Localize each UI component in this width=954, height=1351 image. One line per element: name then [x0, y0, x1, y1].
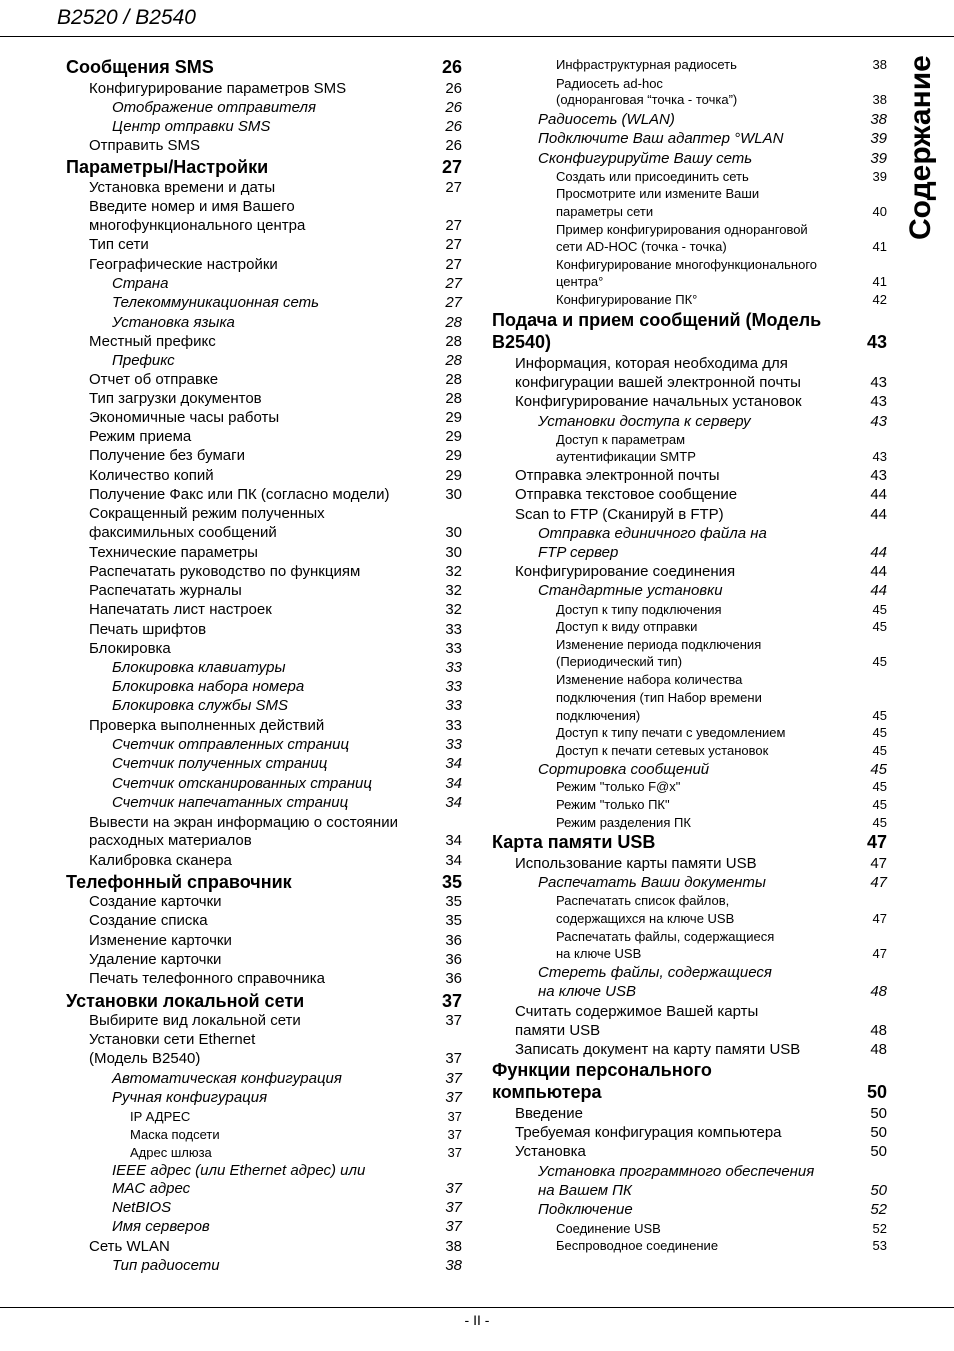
toc-entry-title: Блокировка службы SMS [112, 697, 289, 714]
toc-entry-title: Адрес шлюза [130, 1145, 212, 1160]
toc-entry-title: Введите номер и имя Вашего [89, 198, 295, 215]
toc-entry-page: 34 [445, 832, 462, 849]
toc-entry-page: 38 [445, 1257, 462, 1274]
toc-entry-title: Получение Факс или ПК (согласно модели) [89, 486, 390, 503]
toc-entry-page: 27 [441, 157, 462, 177]
toc-entry-page: 33 [445, 659, 462, 676]
toc-entry-page: 45 [872, 797, 887, 812]
toc-entry-page: 44 [870, 486, 887, 503]
toc-entry-title: NetBIOS [112, 1199, 172, 1216]
toc-entry-page: 29 [445, 428, 462, 445]
toc-entry-title: Режим "только ПК" [556, 797, 670, 812]
toc-entry-title: Карта памяти USB [492, 832, 656, 852]
toc-entry-page: 37 [447, 1145, 462, 1160]
toc-entry-title: Блокировка набора номера [112, 678, 305, 695]
toc-entry-title: расходных материалов [89, 832, 252, 849]
toc-entry-page: 27 [445, 236, 462, 253]
toc-entry-title: Имя серверов [112, 1218, 210, 1235]
toc-entry-page: 44 [870, 544, 887, 561]
toc-entry-title: Печать телефонного справочника [89, 970, 326, 987]
toc-entry-title: Распечатать файлы, содержащиеся [556, 929, 775, 944]
toc-entry-title: Радиосеть ad-hoc [556, 76, 663, 91]
toc-entry-page: 43 [866, 332, 887, 352]
toc-entry-title: Вывести на экран информацию о состоянии [89, 814, 398, 831]
toc-entry-page: 37 [445, 1012, 462, 1029]
toc-entry-page: 33 [445, 697, 462, 714]
toc-entry-title: Информация, которая необходима для [515, 355, 788, 372]
toc-entry-title: Установки доступа к серверу [538, 413, 751, 430]
toc-entry-page: 38 [872, 92, 887, 107]
toc-entry-page: 27 [445, 275, 462, 292]
toc-entry-page: 38 [870, 111, 887, 128]
toc-entry-title: Печать шрифтов [89, 621, 207, 638]
toc-entry-page: 47 [870, 855, 887, 872]
toc-entry-page: 45 [872, 602, 887, 617]
toc-entry-title: Отправить SMS [89, 137, 201, 154]
toc-entry-title: подключения (тип Набор времени [556, 690, 762, 705]
toc-entry-title: центра° [556, 274, 604, 289]
toc-entry-page: 33 [445, 678, 462, 695]
toc-entry-title: Доступ к параметрам [556, 432, 686, 447]
toc-entry-title: Изменение набора количества [556, 672, 743, 687]
toc-entry-title: (Модель B2540) [89, 1050, 201, 1067]
toc-entry-page: 50 [870, 1124, 887, 1141]
toc-entry-title: Распечатать руководство по функциям [89, 563, 361, 580]
toc-entry-page: 34 [445, 755, 462, 772]
toc-entry-page: 48 [870, 1041, 887, 1058]
toc-entry-title: (Периодический тип) [556, 654, 683, 669]
toc-entry-page: 41 [872, 274, 887, 289]
toc-entry-page: 45 [872, 743, 887, 758]
toc-entry-title: Отправка электронной почты [515, 467, 720, 484]
toc-entry-title: Счетчик отсканированных страниц [112, 775, 372, 792]
toc-entry-page: 30 [445, 486, 462, 503]
toc-entry-page: 41 [872, 239, 887, 254]
toc-entry-page: 40 [872, 204, 887, 219]
toc-entry-title: Сокращенный режим полученных [89, 505, 325, 522]
toc-entry-page: 37 [445, 1218, 462, 1235]
toc-entry-title: Тип сети [89, 236, 149, 253]
toc-entry-title: Страна [112, 275, 169, 292]
toc-entry-title: конфигурации вашей электронной почты [515, 374, 801, 391]
toc-entry-title: Установка [515, 1143, 586, 1160]
toc-entry-page: 33 [445, 640, 462, 657]
toc-entry-title: сети AD-HOC (точка - точка) [556, 239, 727, 254]
toc-entry-page: 29 [445, 409, 462, 426]
toc-entry-page: 37 [445, 1180, 462, 1197]
toc-entry-title: Стереть файлы, содержащиеся [538, 964, 772, 981]
toc-entry-title: Введение [515, 1105, 583, 1122]
toc-entry-page: 37 [447, 1127, 462, 1142]
toc-entry-title: на ключе USB [556, 946, 642, 961]
toc-entry-title: параметры сети [556, 204, 654, 219]
toc-entry-title: B2540) [492, 332, 552, 352]
toc-entry-page: 39 [870, 150, 887, 167]
toc-entry-title: компьютера [492, 1082, 602, 1102]
toc-entry-title: Распечатать журналы [89, 582, 242, 599]
toc-entry-title: Режим "только F@x" [556, 779, 681, 794]
toc-entry-page: 27 [445, 256, 462, 273]
toc-entry-page: 38 [872, 57, 887, 72]
toc-entry-title: Считать содержимое Вашей карты [515, 1003, 759, 1020]
toc-entry-page: 48 [870, 1022, 887, 1039]
section-tab-label: Содержание [904, 55, 937, 240]
toc-entry-title: Требуемая конфигурация компьютера [515, 1124, 782, 1141]
toc-entry-page: 45 [872, 779, 887, 794]
toc-entry-page: 35 [445, 893, 462, 910]
toc-entry-page: 50 [870, 1105, 887, 1122]
toc-entry-title: аутентификации SMTP [556, 449, 696, 464]
toc-entry-page: 44 [870, 563, 887, 580]
toc-entry-page: 47 [870, 874, 887, 891]
toc-entry-page: 43 [870, 413, 887, 430]
toc-entry-title: Получение без бумаги [89, 447, 245, 464]
toc-entry-title: подключения) [556, 708, 641, 723]
toc-entry-page: 26 [445, 137, 462, 154]
toc-entry-page: 45 [872, 708, 887, 723]
toc-entry-page: 34 [445, 852, 462, 869]
document-header-title: B2520 / B2540 [57, 6, 196, 29]
toc-entry-page: 43 [870, 374, 887, 391]
toc-entry-page: 50 [870, 1182, 887, 1199]
toc-entry-title: Сортировка сообщений [538, 761, 710, 778]
toc-entry-page: 26 [441, 57, 462, 77]
page-number: - II - [464, 1312, 490, 1328]
toc-entry-title: Удаление карточки [89, 951, 222, 968]
toc-entry-title: Отчет об отправке [89, 371, 219, 388]
toc-entry-title: Экономичные часы работы [89, 409, 280, 426]
toc-entry-title: Радиосеть (WLAN) [538, 111, 675, 128]
toc-entry-title: Подключите Ваш адаптер °WLAN [538, 130, 784, 147]
toc-entry-title: Напечатать лист настроек [89, 601, 272, 618]
toc-entry-page: 43 [870, 467, 887, 484]
toc-entry-title: Конфигурирование ПК° [556, 292, 698, 307]
header-divider [0, 36, 954, 37]
toc-entry-page: 30 [445, 524, 462, 541]
toc-entry-title: Сообщения SMS [66, 57, 214, 77]
toc-entry-title: IEEE адрес (или Ethernet адрес) или [112, 1162, 366, 1179]
toc-entry-page: 39 [872, 169, 887, 184]
toc-entry-page: 44 [870, 582, 887, 599]
toc-entry-page: 28 [445, 333, 462, 350]
toc-entry-title: Режим приема [89, 428, 192, 445]
toc-entry-title: Подача и прием сообщений (Модель [492, 310, 822, 330]
toc-entry-title: на ключе USB [538, 983, 637, 1000]
toc-entry-title: Местный префикс [89, 333, 216, 350]
toc-entry-title: Сконфигурируйте Вашу сеть [538, 150, 753, 167]
toc-entry-page: 32 [445, 582, 462, 599]
toc-entry-title: Конфигурирование соединения [515, 563, 736, 580]
toc-entry-title: Отправка текстовое сообщение [515, 486, 738, 503]
toc-entry-title: Беспроводное соединение [556, 1238, 719, 1253]
toc-entry-title: Счетчик напечатанных страниц [112, 794, 349, 811]
toc-entry-page: 33 [445, 736, 462, 753]
toc-entry-title: памяти USB [515, 1022, 601, 1039]
toc-entry-title: Создать или присоединить сеть [556, 169, 749, 184]
toc-entry-page: 48 [870, 983, 887, 1000]
toc-entry-page: 36 [445, 951, 462, 968]
toc-entry-page: 30 [445, 544, 462, 561]
toc-entry-title: Установка языка [112, 314, 235, 331]
toc-entry-title: Изменение периода подключения [556, 637, 762, 652]
toc-entry-title: Географические настройки [89, 256, 278, 273]
toc-entry-title: Тип загрузки документов [89, 390, 262, 407]
toc-entry-page: 45 [870, 761, 887, 778]
toc-entry-page: 50 [866, 1082, 887, 1102]
toc-entry-title: Распечатать список файлов, [556, 893, 730, 908]
toc-entry-page: 33 [445, 621, 462, 638]
toc-entry-title: Конфигурирование начальных установок [515, 393, 802, 410]
toc-entry-page: 26 [445, 80, 462, 97]
toc-entry-title: Телефонный справочник [66, 872, 292, 892]
toc-entry-page: 39 [870, 130, 887, 147]
toc-entry-title: Отображение отправителя [112, 99, 316, 116]
toc-entry-page: 28 [445, 390, 462, 407]
toc-entry-title: Конфигурирование параметров SMS [89, 80, 347, 97]
toc-entry-title: Количество копий [89, 467, 214, 484]
toc-entry-page: 32 [445, 601, 462, 618]
toc-entry-title: MAC адрес [112, 1180, 191, 1197]
toc-entry-title: Стандартные установки [538, 582, 723, 599]
toc-entry-page: 42 [872, 292, 887, 307]
toc-entry-title: Ручная конфигурация [112, 1089, 268, 1106]
toc-entry-page: 32 [445, 563, 462, 580]
toc-entry-title: Распечатать Ваши документы [538, 874, 766, 891]
toc-entry-page: 52 [872, 1221, 887, 1236]
toc-entry-page: 37 [441, 991, 462, 1011]
toc-entry-page: 35 [445, 912, 462, 929]
toc-entry-title: Параметры/Настройки [66, 157, 269, 177]
toc-entry-page: 37 [445, 1089, 462, 1106]
toc-entry-title: (одноранговая “точка - точка”) [556, 92, 738, 107]
toc-entry-page: 45 [872, 815, 887, 830]
toc-entry-title: Установка времени и даты [89, 179, 276, 196]
toc-entry-page: 52 [870, 1201, 887, 1218]
toc-entry-title: Scan to FTP (Сканируй в FTP) [515, 506, 724, 523]
toc-entry-title: Пример конфигурирования одноранговой [556, 222, 808, 237]
toc-entry-page: 53 [872, 1238, 887, 1253]
toc-entry-title: Соединение USB [556, 1221, 661, 1236]
toc-entry-page: 36 [445, 970, 462, 987]
toc-entry-title: Блокировка клавиатуры [112, 659, 286, 676]
toc-entry-title: Калибровка сканера [89, 852, 232, 869]
toc-entry-page: 38 [445, 1238, 462, 1255]
toc-entry-page: 36 [445, 932, 462, 949]
toc-entry-title: Проверка выполненных действий [89, 717, 325, 734]
toc-entry-title: Счетчик отправленных страниц [112, 736, 350, 753]
toc-entry-title: Префикс [112, 352, 175, 369]
toc-entry-page: 37 [445, 1050, 462, 1067]
toc-entry-page: 50 [870, 1143, 887, 1160]
toc-entry-title: IP АДРЕС [130, 1109, 191, 1124]
toc-entry-page: 27 [445, 294, 462, 311]
toc-entry-page: 27 [445, 217, 462, 234]
toc-entry-title: Функции персонального [492, 1060, 712, 1080]
toc-entry-page: 45 [872, 619, 887, 634]
toc-entry-page: 34 [445, 775, 462, 792]
toc-entry-title: FTP сервер [538, 544, 619, 561]
toc-entry-title: Счетчик полученных страниц [112, 755, 328, 772]
toc-entry-title: Просмотрите или измените Ваши [556, 186, 760, 201]
toc-entry-title: Конфигурирование многофункционального [556, 257, 818, 272]
footer-divider [0, 1307, 954, 1308]
toc-entry-title: Доступ к типу подключения [556, 602, 722, 617]
toc-entry-page: 28 [445, 352, 462, 369]
toc-entry-page: 35 [441, 872, 462, 892]
toc-entry-title: Создание списка [89, 912, 208, 929]
toc-entry-title: Центр отправки SMS [112, 118, 271, 135]
toc-entry-title: Подключение [538, 1201, 633, 1218]
toc-entry-title: Использование карты памяти USB [515, 855, 757, 872]
toc-entry-page: 34 [445, 794, 462, 811]
toc-entry-page: 43 [870, 393, 887, 410]
toc-entry-title: Установки сети Ethernet [89, 1031, 256, 1048]
toc-entry-page: 47 [866, 832, 887, 852]
toc-entry-title: Режим разделения ПК [556, 815, 691, 830]
toc-entry-page: 26 [445, 99, 462, 116]
toc-entry-page: 45 [872, 654, 887, 669]
toc-entry-title: содержащихся на ключе USB [556, 911, 735, 926]
toc-entry-title: Установка программного обеспечения [538, 1163, 815, 1180]
toc-entry-page: 33 [445, 717, 462, 734]
toc-entry-title: многофункционального центра [89, 217, 306, 234]
toc-entry-title: Автоматическая конфигурация [112, 1070, 342, 1087]
toc-entry-page: 37 [445, 1199, 462, 1216]
toc-entry-title: Выбирите вид локальной сети [89, 1012, 301, 1029]
toc-entry-page: 44 [870, 506, 887, 523]
toc-entry-title: Доступ к типу печати с уведомлением [556, 725, 786, 740]
toc-entry-page: 47 [872, 911, 887, 926]
toc-entry-title: Создание карточки [89, 893, 222, 910]
toc-entry-title: Блокировка [89, 640, 171, 657]
toc-entry-page: 29 [445, 467, 462, 484]
toc-entry-title: Записать документ на карту памяти USB [515, 1041, 801, 1058]
toc-entry-page: 27 [445, 179, 462, 196]
toc-entry-page: 26 [445, 118, 462, 135]
toc-entry-page: 43 [872, 449, 887, 464]
toc-entry-title: Сеть WLAN [89, 1238, 170, 1255]
toc-entry-title: на Вашем ПК [538, 1182, 632, 1199]
toc-entry-page: 37 [447, 1109, 462, 1124]
toc-entry-page: 37 [445, 1070, 462, 1087]
toc-entry-title: Отправка единичного файла на [538, 525, 767, 542]
toc-entry-page: 28 [445, 371, 462, 388]
toc-entry-title: Доступ к печати сетевых установок [556, 743, 769, 758]
toc-entry-page: 29 [445, 447, 462, 464]
toc-entry-title: Изменение карточки [89, 932, 232, 949]
toc-entry-title: Инфраструктурная радиосеть [556, 57, 737, 72]
toc-entry-title: Доступ к виду отправки [556, 619, 698, 634]
toc-entry-title: факсимильных сообщений [89, 524, 277, 541]
toc-entry-page: 28 [445, 314, 462, 331]
toc-entry-title: Установки локальной сети [66, 991, 305, 1011]
toc-entry-title: Тип радиосети [112, 1257, 220, 1274]
toc-entry-page: 47 [872, 946, 887, 961]
toc-entry-title: Маска подсети [130, 1127, 220, 1142]
toc-entry-title: Телекоммуникационная сеть [112, 294, 320, 311]
toc-entry-title: Технические параметры [89, 544, 258, 561]
toc-entry-page: 45 [872, 725, 887, 740]
